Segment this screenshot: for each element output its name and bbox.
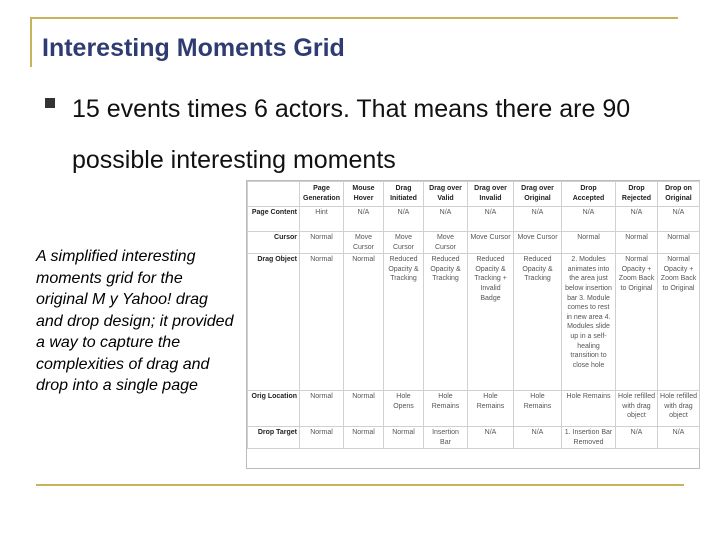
grid-cell: 2. Modules animates into the area just below insertion bar 3. Module comes to rest in new area 4. Modules slide up in a self-healing transition to close hole (562, 254, 616, 391)
grid-cell: Normal (300, 232, 344, 254)
grid-cell: Normal (658, 232, 700, 254)
grid-column-header: Drop on Original (658, 182, 700, 207)
grid-column-header: Drop Accepted (562, 182, 616, 207)
grid-cell: Reduced Opacity & Tracking (384, 254, 424, 391)
slide-title: Interesting Moments Grid (42, 34, 345, 62)
grid-row-label: Drag Object (248, 254, 300, 391)
grid-cell: N/A (514, 207, 562, 232)
grid-column-header: Drag over Original (514, 182, 562, 207)
grid-cell: Normal Opacity + Zoom Back to Original (658, 254, 700, 391)
grid-column-header: Mouse Hover (344, 182, 384, 207)
grid-cell: 1. Insertion Bar Removed (562, 427, 616, 449)
grid-row (248, 391, 700, 427)
image-caption: A simplified interesting moments grid for the original M y Yahoo! drag and drop design; it provided a way to capture the complexities of drag and drop into a single page (36, 248, 234, 394)
grid-cell: Hole Remains (468, 391, 514, 427)
grid-cell: Normal (344, 254, 384, 391)
grid-cell: Move Cursor (384, 232, 424, 254)
grid-row (248, 232, 700, 254)
grid-cell: N/A (514, 427, 562, 449)
grid-cell: N/A (616, 207, 658, 232)
grid-cell: N/A (468, 207, 514, 232)
bottom-rule (36, 484, 684, 486)
grid-cell: N/A (658, 427, 700, 449)
grid-cell: Reduced Opacity & Tracking (424, 254, 468, 391)
grid-column-header: Page Generation (300, 182, 344, 207)
grid-cell: Move Cursor (344, 232, 384, 254)
grid-cell: Normal (300, 427, 344, 449)
left-rule (30, 17, 32, 67)
top-rule (30, 17, 678, 19)
grid-table (247, 181, 700, 449)
grid-cell: Hole Remains (514, 391, 562, 427)
grid-row (248, 254, 700, 391)
grid-column-header (248, 182, 300, 207)
grid-cell: Normal (562, 232, 616, 254)
bullet-text: 15 events times 6 actors. That means there are 90 possible interesting moments (72, 95, 631, 174)
grid-cell: Insertion Bar (424, 427, 468, 449)
grid-cell: Move Cursor (514, 232, 562, 254)
grid-cell: Hole Remains (424, 391, 468, 427)
grid-cell: Move Cursor (468, 232, 514, 254)
grid-cell: Normal (616, 232, 658, 254)
grid-row-label: Cursor (248, 232, 300, 254)
grid-cell: N/A (424, 207, 468, 232)
grid-column-header: Drag over Valid (424, 182, 468, 207)
grid-row (248, 427, 700, 449)
grid-cell: N/A (384, 207, 424, 232)
grid-cell: Normal (384, 427, 424, 449)
grid-row-label: Page Content (248, 207, 300, 232)
grid-cell: Normal (344, 391, 384, 427)
grid-cell: N/A (616, 427, 658, 449)
grid-row-label: Orig Location (248, 391, 300, 427)
grid-row (248, 207, 700, 232)
grid-cell: Hole refilled with drag object (616, 391, 658, 427)
grid-cell: Hole refilled with drag object (658, 391, 700, 427)
grid-cell: N/A (468, 427, 514, 449)
grid-cell: Reduced Opacity & Tracking + Invalid Badge (468, 254, 514, 391)
grid-row-label: Drop Target (248, 427, 300, 449)
bullet-square-icon (45, 98, 55, 108)
grid-column-header: Drop Rejected (616, 182, 658, 207)
grid-cell: Move Cursor (424, 232, 468, 254)
grid-cell: Normal (344, 427, 384, 449)
interesting-moments-grid (246, 180, 700, 469)
grid-column-header: Drag over Invalid (468, 182, 514, 207)
grid-cell: Reduced Opacity & Tracking (514, 254, 562, 391)
grid-cell: Normal (300, 254, 344, 391)
grid-cell: Normal (300, 391, 344, 427)
grid-cell: Hint (300, 207, 344, 232)
grid-cell: Normal Opacity + Zoom Back to Original (616, 254, 658, 391)
grid-cell: N/A (344, 207, 384, 232)
grid-cell: N/A (658, 207, 700, 232)
grid-column-header: Drag Initiated (384, 182, 424, 207)
grid-cell: N/A (562, 207, 616, 232)
grid-cell: Hole Remains (562, 391, 616, 427)
grid-header-row (248, 182, 700, 207)
grid-cell: Hole Opens (384, 391, 424, 427)
